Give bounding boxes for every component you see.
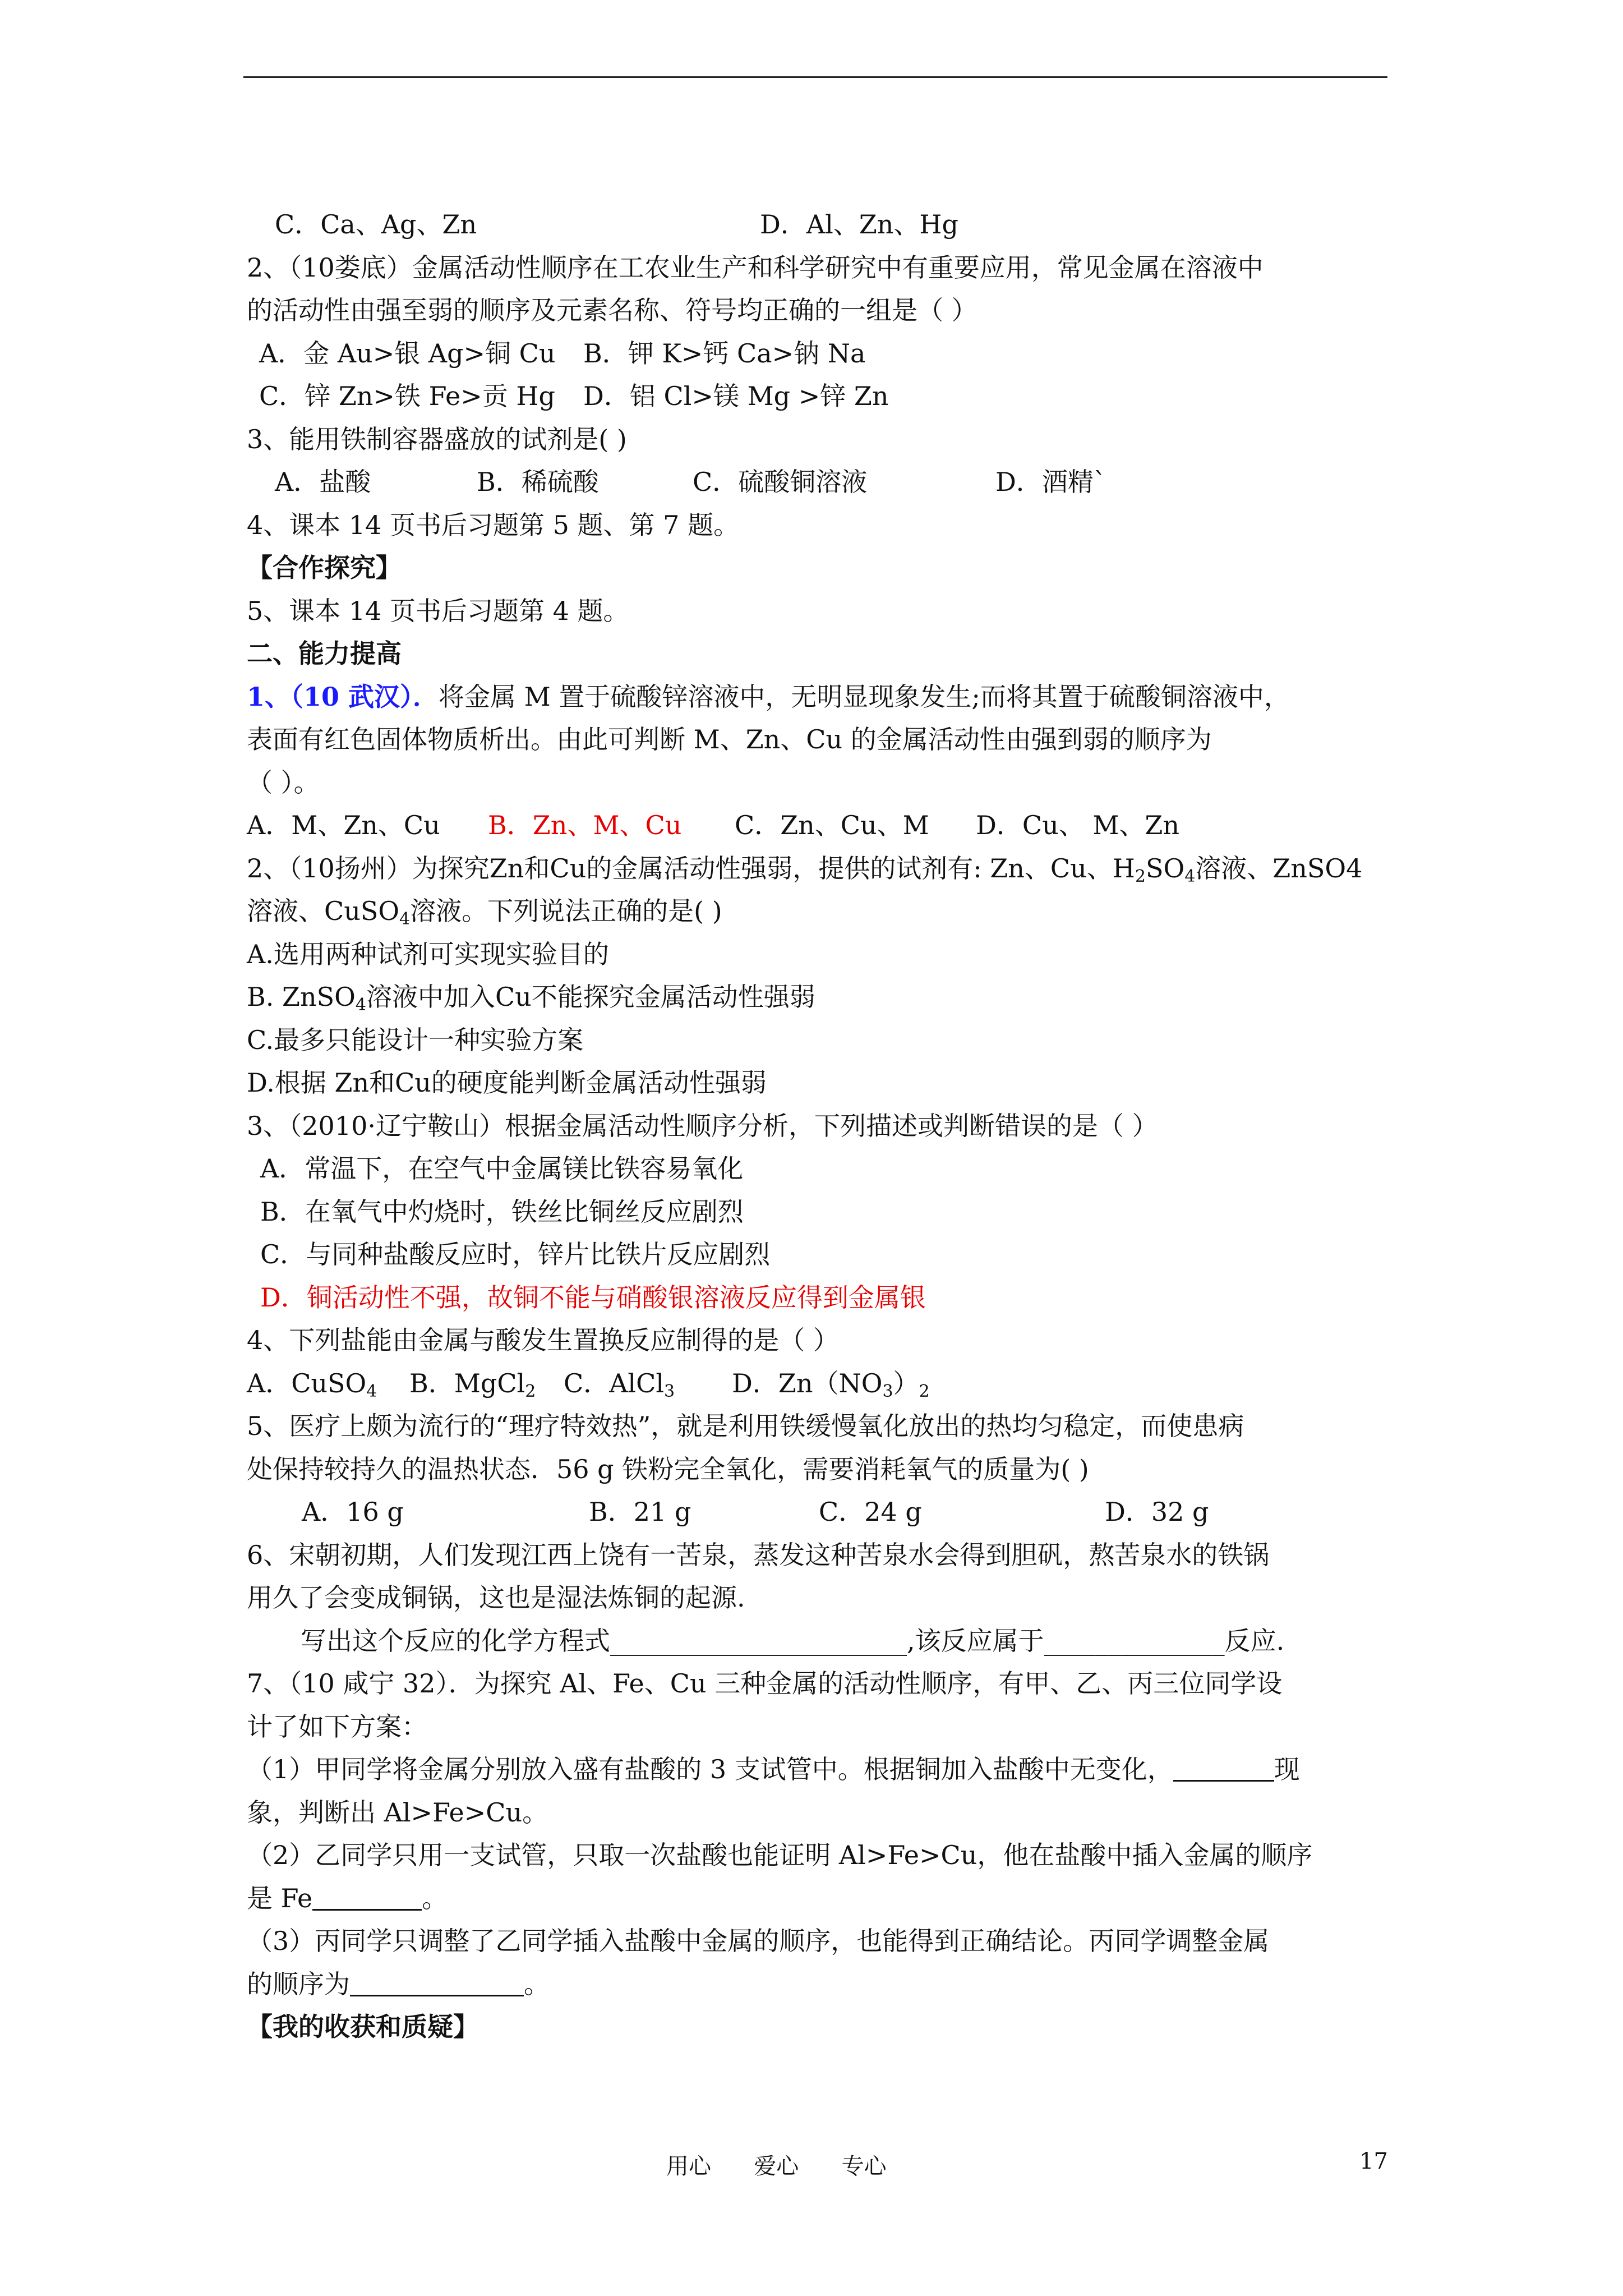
subscript: 3 [882, 1381, 893, 1401]
option-c: C．24 g [819, 1497, 922, 1527]
text-span: 是 Fe [247, 1883, 313, 1913]
option-b [409, 1362, 536, 1405]
subscript: 4 [355, 995, 366, 1015]
subscript: 3 [664, 1381, 675, 1401]
option-b: B．钾 K>钙 Ca>钠 Na [583, 338, 866, 369]
text-span: 溶液中加入Cu不能探究金属活动性强弱 [366, 982, 815, 1012]
p6-stem-line1: 6、宋朝初期，人们发现江西上饶有一苦泉，蒸发这种苦泉水会得到胆矾，熬苦泉水的铁锅 [247, 1539, 1270, 1570]
subscript: 4 [399, 909, 411, 929]
option-a: A．盐酸 [275, 467, 371, 497]
p7-part3-line2 [247, 1963, 1396, 2006]
p1-options [247, 804, 1396, 847]
blank-adjusted-order [350, 1970, 524, 1996]
text-span: 。 [422, 1883, 448, 1913]
blank-equation: _______________________ [610, 1625, 907, 1656]
p7-stem-line2: 计了如下方案： [247, 1711, 427, 1742]
p7-part2-line2 [247, 1877, 1396, 1920]
section-heading-reflection: 【我的收获和质疑】 [247, 2012, 479, 2042]
q4-text: 4、课本 14 页书后习题第 5 题、第 7 题。 [247, 509, 740, 540]
q2-stem-line1: 2、（10娄底）金属活动性顺序在工农业生产和科学研究中有重要应用，常见金属在溶液中 [247, 252, 1264, 283]
p3-option-c: C．与同种盐酸反应时，锌片比铁片反应剧烈 [260, 1239, 771, 1269]
subscript: 2 [919, 1381, 930, 1401]
text-span: 的顺序为 [247, 1968, 350, 1999]
option-c: C．Ca、Ag、Zn [275, 209, 477, 240]
p2-option-c: C.最多只能设计一种实验方案 [247, 1024, 584, 1055]
text-span: 溶液。下列说法正确的是( ) [410, 896, 722, 926]
p2-option-b [247, 976, 1396, 1019]
p6-stem-line2: 用久了会变成铜锅，这也是湿法炼铜的起源. [247, 1582, 745, 1613]
p7-part1-line2: 象，判断出 Al>Fe>Cu。 [247, 1797, 548, 1828]
p2-stem-line1 [247, 847, 1396, 890]
p3-option-b: B．在氧气中灼烧时，铁丝比铜丝反应剧烈 [260, 1196, 744, 1227]
p2-option-d: D.根据 Zn和Cu的硬度能判断金属活动性强弱 [247, 1068, 767, 1098]
subscript: 2 [525, 1381, 536, 1401]
option-d [732, 1362, 930, 1405]
text-span: （1）甲同学将金属分别放入盛有盐酸的 3 支试管中。根据铜加入盐酸中无变化， [247, 1754, 1173, 1784]
p4-options [247, 1362, 1396, 1405]
option-d: D．Cu、 M、Zn [976, 810, 1180, 840]
text-span: 。 [524, 1968, 550, 1999]
p7-stem-line1: 7、（10 咸宁 32）．为探究 Al、Fe、Cu 三种金属的活动性顺序，有甲、乙、丙三位同学设 [247, 1668, 1283, 1699]
blank-order [312, 1884, 422, 1911]
subscript: 4 [366, 1381, 377, 1401]
p5-stem-line1: 5、医疗上颇为流行的“理疗特效热”，就是利用铁缓慢氧化放出的热均匀稳定，而使患病 [247, 1411, 1244, 1441]
p3-stem: 3、（2010·辽宁鞍山）根据金属活动性顺序分析，下列描述或判断错误的是（ ） [247, 1110, 1158, 1141]
text-span: SO [1145, 853, 1185, 884]
p1-stem-line3: （ ）。 [247, 767, 320, 798]
option-b-answer: B．Zn、M、Cu [488, 810, 682, 840]
text-span: 写出这个反应的化学方程式 [301, 1625, 610, 1656]
text-span: 2、（10扬州）为探究Zn和Cu的金属活动性强弱，提供的试剂有: Zn、Cu、H [247, 853, 1135, 884]
option-c: C．Zn、Cu、M [735, 810, 929, 840]
text-span: 反应. [1224, 1625, 1285, 1656]
q1-options-cd [247, 203, 1396, 246]
option-d: D．Al、Zn、Hg [760, 209, 958, 240]
option-a: A．金 Au>银 Ag>铜 Cu [259, 338, 556, 369]
q2-options-cd [247, 375, 1396, 418]
p2-option-a: A.选用两种试剂可实现实验目的 [247, 938, 609, 969]
blank-reaction-type: ______________ [1044, 1625, 1225, 1656]
q2-stem-line2: 的活动性由强至弱的顺序及元素名称、符号均正确的一组是（ ） [247, 295, 978, 325]
option-b: B．21 g [589, 1497, 691, 1527]
option-a [247, 1362, 377, 1405]
q3-options [247, 461, 1396, 504]
p2-stem-line2 [247, 890, 1396, 933]
p1-stem-line1 [247, 675, 1396, 719]
question-text: 将金属 M 置于硫酸锌溶液中，无明显现象发生;而将其置于硫酸铜溶液中， [439, 681, 1290, 712]
option-a: A．M、Zn、Cu [247, 810, 440, 840]
p1-stem-line2: 表面有红色固体物质析出。由此可判断 M、Zn、Cu 的金属活动性由强到弱的顺序为 [247, 724, 1212, 754]
p4-stem: 4、下列盐能由金属与酸发生置换反应制得的是（ ） [247, 1325, 839, 1355]
subscript: 2 [1135, 866, 1146, 886]
text-span: 溶液、ZnSO4 [1195, 853, 1363, 884]
p3-option-d-answer: D．铜活动性不强，故铜不能与硝酸银溶液反应得到金属银 [260, 1282, 926, 1313]
text-span: B．MgCl [409, 1368, 525, 1398]
subscript: 4 [1184, 866, 1196, 886]
section-heading-ability: 二、能力提高 [247, 638, 402, 669]
p7-part1-line1 [247, 1748, 1396, 1791]
text-span: C．AlCl [564, 1368, 665, 1398]
option-d: D．酒精` [995, 467, 1106, 497]
section-heading-cooperative: 【合作探究】 [247, 553, 402, 583]
text-span: ） [893, 1368, 919, 1398]
blank-phenomenon [1173, 1755, 1274, 1782]
option-c: C．硫酸铜溶液 [693, 467, 868, 497]
option-c: C．锌 Zn>铁 Fe>贡 Hg [259, 381, 555, 411]
text-span: ,该反应属于 [907, 1625, 1044, 1656]
page-number: 17 [1359, 2148, 1388, 2174]
option-a: A．16 g [302, 1497, 404, 1527]
option-d: D．32 g [1105, 1497, 1209, 1527]
option-b: B．稀硫酸 [477, 467, 599, 497]
question-source: 1、（10 武汉）． [247, 681, 439, 712]
document-body [247, 203, 1396, 2049]
p3-option-a: A．常温下，在空气中金属镁比铁容易氧化 [260, 1153, 744, 1184]
text-span: A．CuSO [247, 1368, 367, 1398]
q3-stem: 3、能用铁制容器盛放的试剂是( ) [247, 424, 627, 454]
header-rule [243, 76, 1387, 78]
p6-fill-line [247, 1619, 1396, 1663]
option-c [564, 1362, 675, 1405]
option-d: D．铝 Cl>镁 Mg >锌 Zn [583, 381, 889, 411]
text-span: 溶液、CuSO [247, 896, 400, 926]
p5-stem-line2: 处保持较持久的温热状态．56 g 铁粉完全氧化，需要消耗氧气的质量为( ) [247, 1453, 1089, 1484]
q5-text: 5、课本 14 页书后习题第 4 题。 [247, 595, 629, 626]
text-span: D．Zn（NO [732, 1368, 883, 1398]
text-span: 现 [1274, 1754, 1300, 1784]
text-span: B. ZnSO [247, 982, 356, 1012]
p7-part3-line1: （3）丙同学只调整了乙同学插入盐酸中金属的顺序，也能得到正确结论。丙同学调整金属 [247, 1926, 1270, 1956]
p7-part2-line1: （2）乙同学只用一支试管，只取一次盐酸也能证明 Al>Fe>Cu，他在盐酸中插入金属的顺序 [247, 1840, 1313, 1870]
p5-options [247, 1490, 1396, 1534]
q2-options-ab [247, 332, 1396, 375]
footer-slogan: 用心 爱心 专心 [666, 2154, 887, 2179]
